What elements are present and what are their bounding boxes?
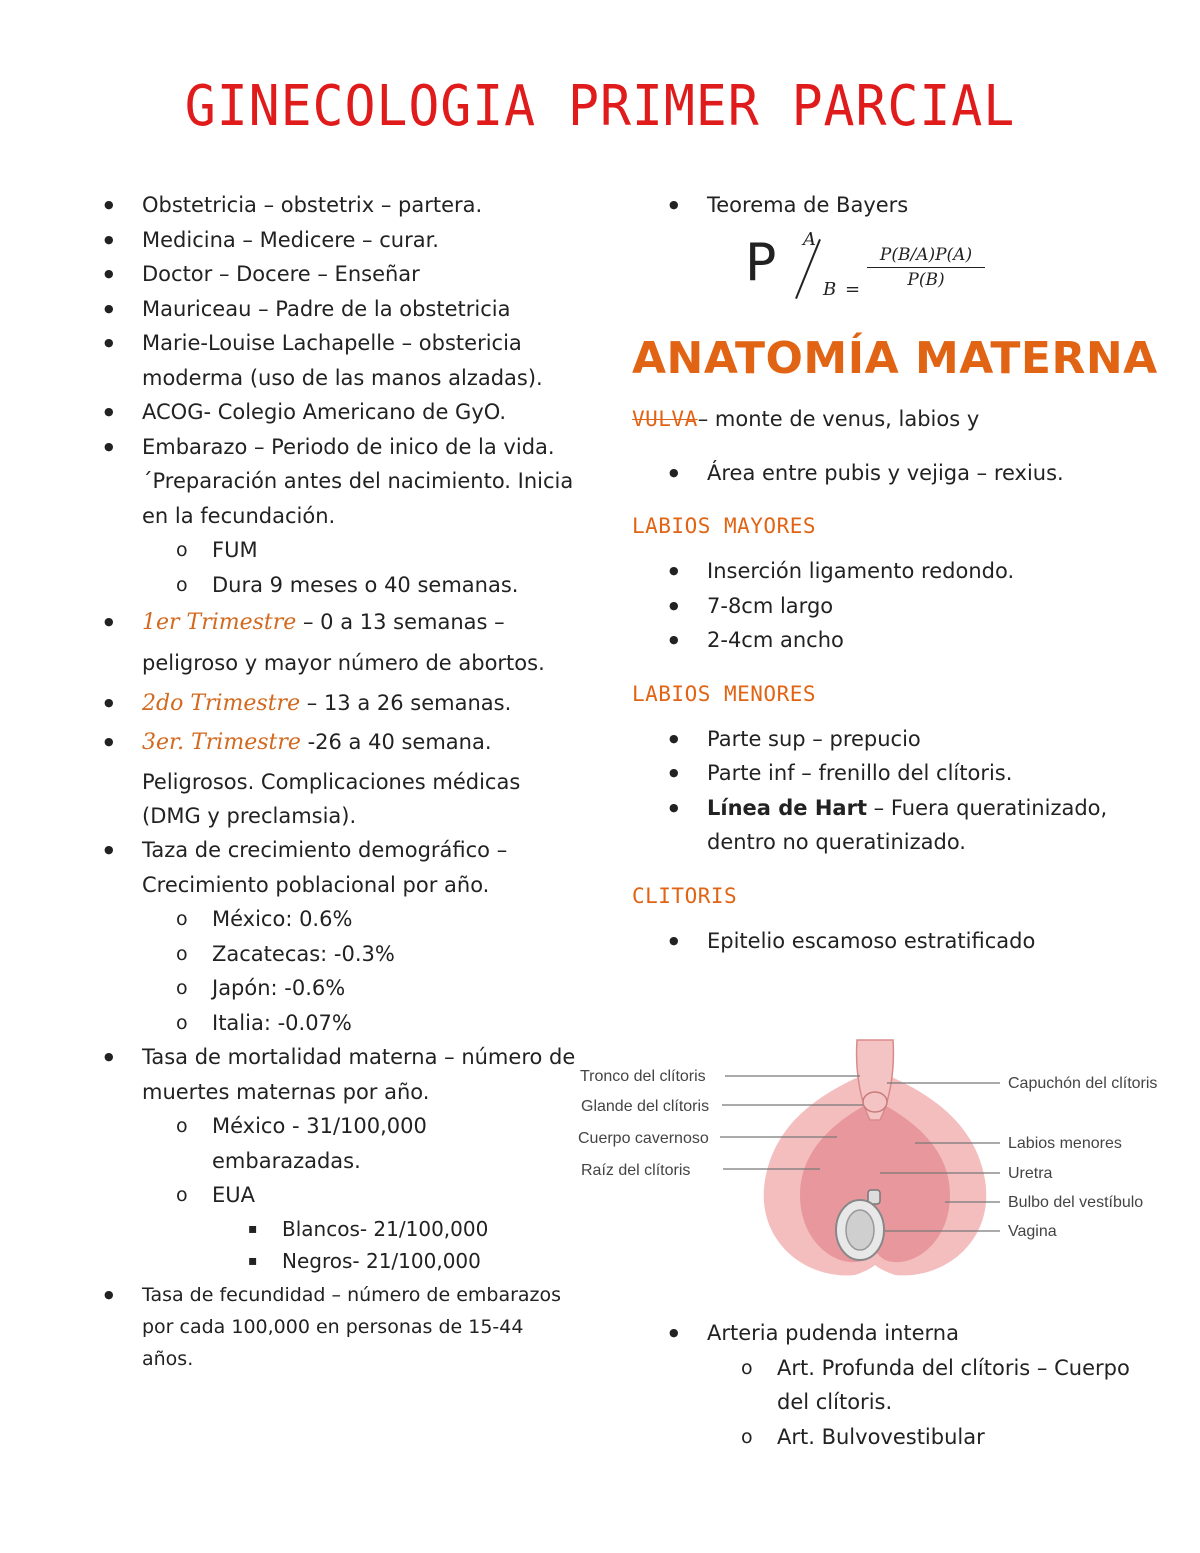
list-item: ● Doctor – Docere – Enseñar bbox=[100, 257, 580, 292]
sub-list-item bbox=[172, 1178, 580, 1277]
list-item bbox=[100, 430, 580, 603]
list-item: ● Obstetricia – obstetrix – partera. bbox=[100, 188, 580, 223]
list-item bbox=[665, 791, 1165, 860]
sub-list-item: o Art. Profunda del clítoris – Cuerpo del clítoris. bbox=[737, 1351, 1165, 1420]
glans bbox=[863, 1092, 887, 1112]
embarazo-text: Embarazo – Periodo de inico de la vida. ´Preparación antes del nacimiento. Inicia en la fecundación. bbox=[142, 434, 574, 528]
formula-equals: = bbox=[845, 278, 861, 300]
list-item: ● Epitelio escamoso estratificado bbox=[665, 924, 1165, 959]
list-item: ● Medicina – Medicere – curar. bbox=[100, 223, 580, 258]
trimester-3-item bbox=[100, 724, 580, 833]
list-item bbox=[665, 1316, 1165, 1454]
list-item: ● ACOG- Colegio Americano de GyO. bbox=[100, 395, 580, 430]
sub-sub-list-item: ▪ Blancos- 21/100,000 bbox=[242, 1213, 580, 1245]
diagram-label: Raíz del clítoris bbox=[581, 1162, 691, 1179]
list-item: ● 7-8cm largo bbox=[665, 589, 1165, 624]
sub-list-item: o México - 31/100,000 embarazadas. bbox=[172, 1109, 580, 1178]
diagram-label: Vagina bbox=[1008, 1223, 1057, 1240]
eua-text: EUA bbox=[212, 1183, 256, 1207]
formula-numerator: P(B/A)P(A) bbox=[867, 245, 985, 268]
clitoris-heading: CLITORIS bbox=[632, 883, 738, 908]
list-item bbox=[100, 1040, 580, 1277]
sub-list-item: o FUM bbox=[172, 533, 580, 568]
trimester-1-item bbox=[100, 602, 580, 683]
trimester-text: – 13 a 26 semanas. bbox=[300, 691, 512, 715]
sub-list-item: o Dura 9 meses o 40 semanas. bbox=[172, 568, 580, 603]
crecimiento-text: Taza de crecimiento demográfico – Crecimiento poblacional por año. bbox=[142, 838, 508, 897]
anatomy-heading: ANATOMÍA MATERNA bbox=[632, 332, 1158, 384]
formula-p: P bbox=[745, 232, 777, 293]
hart-bold: Línea de Hart bbox=[707, 795, 867, 820]
bayes-formula bbox=[745, 229, 1165, 329]
list-item: ● Parte sup – prepucio bbox=[665, 722, 1165, 757]
trimester-cont: Peligrosos. Complicaciones médicas (DMG y preclamsia). bbox=[142, 770, 521, 828]
clitoris-anatomy-diagram bbox=[575, 1030, 1175, 1290]
trimester-2-item bbox=[100, 683, 580, 724]
page-title: GINECOLOGIA PRIMER PARCIAL bbox=[184, 74, 1016, 139]
vulva-label: VULVA bbox=[632, 406, 698, 431]
trimester-label: 1er Trimestre bbox=[142, 610, 297, 635]
list-item: ● Inserción ligamento redondo. bbox=[665, 554, 1165, 589]
trimester-cont: peligroso y mayor número de abortos. bbox=[142, 651, 545, 675]
sub-list-item: o México: 0.6% bbox=[172, 902, 580, 937]
formula-a: A bbox=[803, 228, 816, 250]
diagram-label: Cuerpo cavernoso bbox=[578, 1130, 709, 1147]
mortalidad-text: Tasa de mortalidad materna – número de muertes maternas por año. bbox=[142, 1045, 576, 1104]
vulva-text: – monte de venus, labios y bbox=[697, 406, 980, 431]
labios-mayores-heading: LABIOS MAYORES bbox=[632, 514, 817, 538]
vulva-line bbox=[632, 402, 1165, 436]
sub-list-item: o Italia: -0.07% bbox=[172, 1006, 580, 1041]
sub-list-item: o Japón: -0.6% bbox=[172, 971, 580, 1006]
list-item: ● Parte inf – frenillo del clítoris. bbox=[665, 756, 1165, 791]
labios-menores-heading: LABIOS MENORES bbox=[632, 681, 817, 706]
trimester-text: -26 a 40 semana. bbox=[300, 730, 492, 754]
list-item: ● Tasa de fecundidad – número de embarazos por cada 100,000 en personas de 15-44 años. bbox=[100, 1279, 580, 1375]
trimester-label: 2do Trimestre bbox=[142, 691, 301, 716]
sub-list-item: o Art. Bulvovestibular bbox=[737, 1420, 1165, 1455]
formula-fraction bbox=[867, 245, 985, 290]
diagram-label: Uretra bbox=[1008, 1165, 1053, 1182]
arteria-text: Arteria pudenda interna bbox=[707, 1321, 959, 1345]
left-column bbox=[100, 188, 580, 1375]
formula-b: B bbox=[823, 278, 837, 300]
right-column bbox=[632, 188, 1165, 958]
list-item: ● Área entre pubis y vejiga – rexius. bbox=[665, 456, 1165, 491]
sub-sub-list-item: ▪ Negros- 21/100,000 bbox=[242, 1245, 580, 1277]
list-item: ● Marie-Louise Lachapelle – obstericia moderma (uso de las manos alzadas). bbox=[100, 326, 580, 395]
formula-denominator: P(B) bbox=[907, 269, 945, 290]
diagram-label: Bulbo del vestíbulo bbox=[1008, 1194, 1144, 1211]
diagram-label: Capuchón del clítoris bbox=[1008, 1075, 1158, 1092]
trimester-label: 3er. Trimestre bbox=[142, 730, 301, 755]
arteria-section bbox=[665, 1316, 1165, 1454]
sub-list-item: o Zacatecas: -0.3% bbox=[172, 937, 580, 972]
diagram-label: Labios menores bbox=[1008, 1135, 1122, 1152]
trimester-text: – 0 a 13 semanas – bbox=[296, 610, 505, 634]
diagram-label: Tronco del clítoris bbox=[580, 1068, 706, 1085]
list-item bbox=[100, 833, 580, 1040]
hart-text: – Fuera queratinizado, dentro no queratinizado. bbox=[707, 795, 1108, 854]
list-item: ● Teorema de Bayers bbox=[665, 188, 1165, 223]
diagram-label: Glande del clítoris bbox=[581, 1098, 710, 1115]
list-item: ● 2-4cm ancho bbox=[665, 623, 1165, 658]
list-item: ● Mauriceau – Padre de la obstetricia bbox=[100, 292, 580, 327]
